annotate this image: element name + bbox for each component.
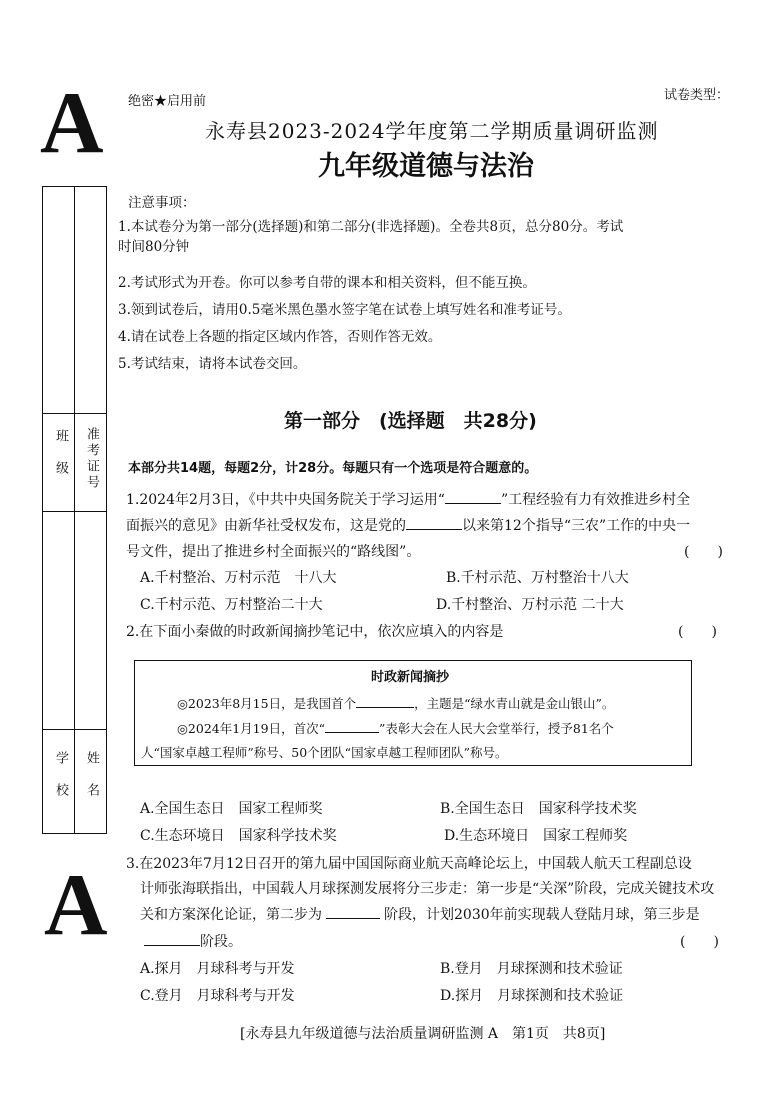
q2-option-d: D.生态环境日 国家工程师奖 <box>444 828 628 844</box>
name-label: 姓 名 <box>84 751 99 799</box>
q3-line4: 阶段。 <box>144 931 242 951</box>
q2-stem: 2.在下面小秦做的时政新闻摘抄笔记中，依次应填入的内容是 <box>126 624 504 640</box>
q2-option-b: B.全国生态日 国家科学技术奖 <box>440 801 637 817</box>
section-title: 第一部分 (选择题 共28分) <box>284 410 537 432</box>
q2-answer-paren: ( ) <box>678 624 717 640</box>
q1-option-b: B.千村示范、万村整治十八大 <box>446 570 629 586</box>
notice-item-5: 5.考试结束，请将本试卷交回。 <box>118 356 307 372</box>
news-box-title: 时政新闻摘抄 <box>371 670 450 685</box>
student-info-grid <box>42 186 107 834</box>
q3-option-c: C.登月 月球科考与开发 <box>140 988 295 1004</box>
exam-number-label: 准考证号 <box>84 427 99 491</box>
school-label: 学 校 <box>53 751 68 799</box>
news-line-3: 人“国家卓越工程师”称号、50个团队“国家卓越工程师团队”称号。 <box>141 745 508 760</box>
notice-heading: 注意事项： <box>128 195 196 211</box>
q3-blank-1 <box>326 906 380 919</box>
paper-type-label: 试卷类型： <box>664 88 730 103</box>
subject-title: 九年级道德与法治 <box>318 151 534 182</box>
notice-item-1-cont: 时间80分钟 <box>118 239 190 255</box>
section-intro: 本部分共14题，每题2分，计28分。每题只有一个选项是符合题意的。 <box>128 461 538 476</box>
q1-option-c: C.千村示范、万村整治二十大 <box>140 597 323 613</box>
q3-blank-2 <box>144 933 200 946</box>
q2-option-c: C.生态环境日 国家科学技术奖 <box>140 828 337 844</box>
q3-option-d: D.探月 月球探测和技术验证 <box>440 988 624 1004</box>
q3-answer-paren: ( ) <box>680 934 719 950</box>
secret-label: 绝密★启用前 <box>128 94 207 109</box>
exam-title: 永寿县2023-2024学年度第二学期质量调研监测 <box>205 119 659 143</box>
q3-line2: 计师张海联指出，中国载人月球探测发展将分三步走：第一步是“关深”阶段，完成关键技术攻 <box>140 881 715 897</box>
notice-item-2: 2.考试形式为开卷。你可以参考自带的课本和相关资料，但不能互换。 <box>118 275 536 291</box>
news-line-2: ◎2024年1月19日，首次“ ”表彰大会在人民大会堂举行，授予81名个 <box>177 721 614 736</box>
notice-item-4: 4.请在试卷上各题的指定区域内作答，否则作答无效。 <box>118 329 442 345</box>
q1-line2: 面振兴的意见》由新华社受权发布，这是党的 以来第12个指导“三农”工作的中央一 <box>126 518 691 534</box>
news-blank-2 <box>325 720 379 733</box>
news-excerpt-box <box>134 660 692 766</box>
q1-option-d: D.千村整治、万村示范 二十大 <box>436 597 624 613</box>
notice-item-1: 1.本试卷分为第一部分(选择题)和第二部分(非选择题)。全卷共8页，总分80分。考试 <box>118 219 624 235</box>
q1-line1: 1.2024年2月3日，《中共中央国务院关于学习运用“ ”工程经验有力有效推进乡村全 <box>126 492 691 508</box>
q3-option-b: B.登月 月球探测和技术验证 <box>440 961 623 977</box>
news-blank-1 <box>356 695 414 708</box>
q3-option-a: A.探月 月球科考与开发 <box>140 961 295 977</box>
q3-line1: 3.在2023年7月12日召开的第九届中国国际商业航天高峰论坛上，中国载人航天工程副总设 <box>126 856 692 872</box>
paper-version-letter: A <box>40 75 104 172</box>
q1-blank-1 <box>445 491 501 504</box>
q2-option-a: A.全国生态日 国家工程师奖 <box>140 801 323 817</box>
news-line-1: ◎2023年8月15日，是我国首个 ，主题是“绿水青山就是金山银山”。 <box>177 696 615 711</box>
q1-answer-paren: ( ) <box>684 544 723 560</box>
paper-version-letter-lower: A <box>44 857 108 954</box>
q1-blank-2 <box>406 517 462 530</box>
notice-item-3: 3.领到试卷后，请用0.5毫米黑色墨水签字笔在试卷上填写姓名和准考证号。 <box>118 302 571 318</box>
q3-line3: 关和方案深化论证，第二步为 阶段，计划2030年前实现载人登陆月球，第三步是 <box>140 907 700 923</box>
page-footer: [永寿县九年级道德与法治质量调研监测 A 第1页 共8页] <box>240 1026 606 1042</box>
class-label: 班 级 <box>53 429 68 477</box>
q1-option-a: A.千村整治、万村示范 十八大 <box>140 570 337 586</box>
q1-line3: 号文件，提出了推进乡村全面振兴的“路线图”。 <box>126 544 421 560</box>
